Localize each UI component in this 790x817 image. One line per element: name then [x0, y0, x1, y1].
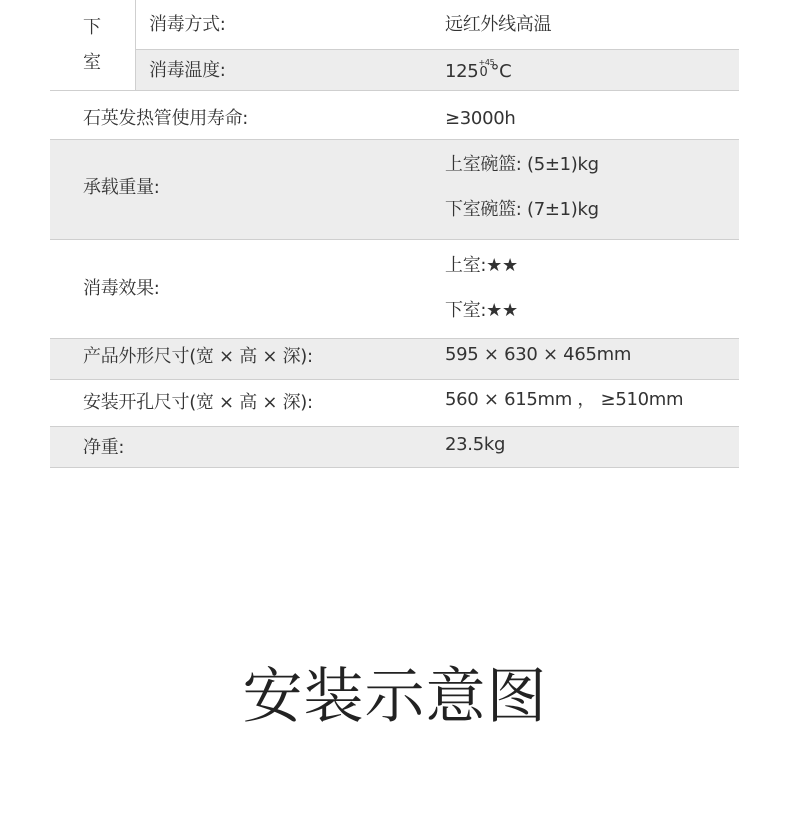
spec-value: 595 × 630 × 465mm: [445, 344, 632, 365]
temperature-main: 125: [445, 61, 479, 82]
spec-value: 23.5kg: [445, 434, 506, 455]
spec-row-method: [136, 0, 739, 50]
spec-value: ≥3000h: [445, 108, 516, 129]
temperature-unit: °C: [490, 61, 512, 82]
spec-label: 安装开孔尺寸(宽 × 高 × 深):: [83, 392, 313, 413]
spec-value-lower: 下室:★★: [445, 300, 518, 321]
spec-row-cutout-size: [50, 380, 739, 427]
spec-row-temperature: [136, 50, 739, 91]
spec-label: 产品外形尺寸(宽 × 高 × 深):: [83, 346, 313, 367]
temperature-range: [478, 58, 495, 80]
spec-label: 消毒效果:: [83, 278, 160, 299]
temperature-sub: 0: [479, 65, 488, 80]
spec-value-upper: 上室:★★: [445, 255, 518, 276]
spec-label: 消毒方式:: [149, 14, 226, 35]
spec-row-quartz-life: [50, 91, 739, 140]
spec-label: 消毒温度:: [149, 60, 226, 81]
section-title: 安装示意图: [242, 662, 548, 732]
spec-value: 560 × 615mm ， ≥510mm: [445, 389, 684, 410]
spec-value: 远红外线高温: [445, 14, 552, 35]
spec-row-effect: [50, 240, 739, 339]
spec-row-net-weight: [50, 427, 739, 468]
spec-value-lower: 下室碗篮: (7±1)kg: [445, 199, 599, 220]
side-label-lower: 下: [83, 17, 101, 38]
spec-value-upper: 上室碗篮: (5±1)kg: [445, 154, 599, 175]
spec-row-load-weight: [50, 140, 739, 240]
temperature-sup: +45: [478, 58, 495, 67]
spec-label: 净重:: [83, 437, 125, 458]
temperature-value: [445, 59, 511, 84]
spec-row-outer-size: [50, 339, 739, 380]
spec-label: 承载重量:: [83, 177, 160, 198]
side-label-chamber: 室: [83, 52, 101, 73]
spec-label: 石英发热管使用寿命:: [83, 108, 249, 129]
